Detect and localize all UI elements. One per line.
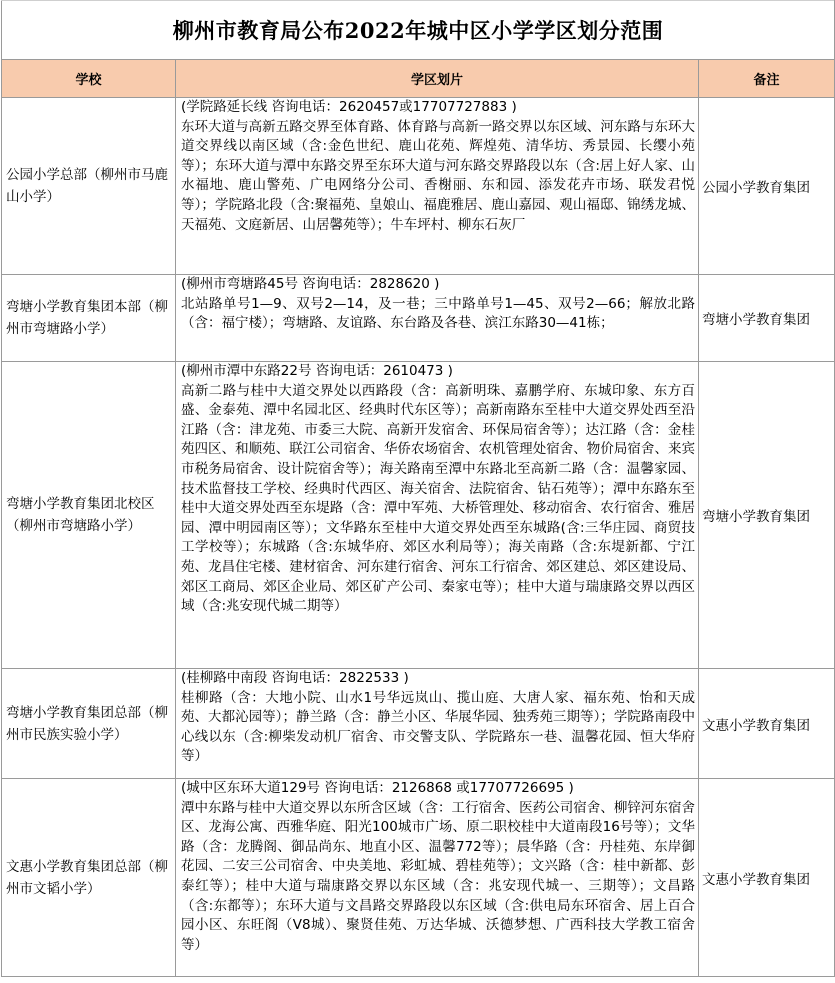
district-area [176,362,699,669]
area-contact: (桂柳路中南段 咨询电话：2822533 ) [181,670,409,686]
table-row [2,779,835,977]
header-row [2,60,835,98]
column-header-note: 备注 [699,60,835,98]
school-name: 公园小学总部（柳州市马鹿山小学） [2,98,176,275]
area-description: 东环大道与高新五路交界至体育路、体育路与高新一路交界以东区域、河东路与东环大道交界线以南区域（含:金色世纪、鹿山花苑、辉煌苑、清华坊、秀景园、长缨小苑等）；东环大道与潭中东路交界至东环大道与河东路交界路段以东（含:居上好人家、山水福地、鹿山警苑、广电网络分公司、香榭丽、东和园、添发花卉市场、联发君悦等）；学院路北段（含:聚福苑、皇娘山、福鹿雅居、鹿山嘉园、观山福邸、锦绣龙城、天福苑、文庭新居、山居馨苑等）；牛车坪村、柳东石灰厂 [181,118,695,233]
school-name: 弯塘小学教育集团总部（柳州市民族实验小学） [2,669,176,779]
note-text: 弯塘小学教育集团 [699,275,835,362]
area-contact: (学院路延长线 咨询电话：2620457或17707727883 ) [181,99,517,115]
note-text: 文惠小学教育集团 [699,669,835,779]
column-header-area: 学区划片 [176,60,699,98]
title-row [2,1,835,60]
district-area [176,669,699,779]
note-text: 文惠小学教育集团 [699,779,835,977]
district-area [176,779,699,977]
school-name: 弯塘小学教育集团本部（柳州市弯塘路小学） [2,275,176,362]
area-description: 北站路单号1—9、双号2—14，及一巷；三中路单号1—45、双号2—66；解放北路（含：福宁楼）；弯塘路、友谊路、东台路及各巷、滨江东路30—41栋； [181,295,695,332]
area-contact: (城中区东环大道129号 咨询电话：2126868 或17707726695 ) [181,780,574,796]
school-name: 弯塘小学教育集团北校区（柳州市弯塘路小学） [2,362,176,669]
area-description: 桂柳路（含：大地小院、山水1号华远岚山、揽山庭、大唐人家、福东苑、怡和天成苑、大都沁园等）；静兰路（含：静兰小区、华展华园、独秀苑三期等）；学院路南段中心线以东（含:柳柴发动机厂宿舍、市交警支队、学院路东一巷、温馨花园、恒大华府等） [181,689,695,765]
school-district-table [1,0,835,977]
district-area [176,275,699,362]
table-row [2,669,835,779]
area-contact: (柳州市潭中东路22号 咨询电话：2610473 ) [181,363,453,379]
page-title: 柳州市教育局公布2022年城中区小学学区划分范围 [2,1,835,60]
note-text: 弯塘小学教育集团 [699,362,835,669]
school-name: 文惠小学教育集团总部（柳州市文韬小学） [2,779,176,977]
table-row [2,98,835,275]
area-contact: (柳州市弯塘路45号 咨询电话：2828620 ) [181,276,440,292]
note-text: 公园小学教育集团 [699,98,835,275]
table-row [2,362,835,669]
area-description: 潭中东路与桂中大道交界以东所含区域（含：工行宿舍、医药公司宿舍、柳锌河东宿舍区、龙海公寓、西雅华庭、阳光100城市广场、原二职校桂中大道南段16号等）；文华路（含：龙腾阁、御品尚东、地直小区、温馨772等）；晨华路（含：丹桂苑、东岸御花园、二安三公司宿舍、中央美地、彩虹城、碧桂苑等）；文兴路（含：桂中新都、彭泰红等）；桂中大道与瑞康路交界以东区域（含：兆安现代城一、三期等）；文昌路（含:东都等）；东环大道与文昌路交界路段以东区域（含:供电局东环宿舍、居上百合园小区、东旺阁（V8城）、聚贤佳苑、万达华城、沃德梦想、广西科技大学教工宿舍等） [181,799,695,953]
area-description: 高新二路与桂中大道交界处以西路段（含：高新明珠、嘉鹏学府、东城印象、东方百盛、金泰苑、潭中名园北区、经典时代东区等）；高新南路东至桂中大道交界处西至沿江路（含：津龙苑、市委三大院、高新开发宿舍、环保局宿舍等）；达江路（含：金桂苑四区、和顺苑、联江公司宿舍、华侨农场宿舍、农机管理处宿舍、物价局宿舍、来宾市税务局宿舍、设计院宿舍等）；海关路南至潭中东路北至高新二路（含：温馨家园、技术监督技工学校、经典时代西区、海关宿舍、法院宿舍、钻石苑等）；潭中东路东至桂中大道交界处西至东堤路（含：潭中军苑、大桥管理处、移动宿舍、农行宿舍、雅居园、潭中明园南区等）；文华路东至桂中大道交界处西至东城路(含:三华庄园、商贸技工学校等）；东城路（含:东城华府、郊区水利局等）；海关南路（含:东堤新都、宁江苑、龙昌住宅楼、建材宿舍、河东建行宿舍、河东工行宿舍、郊区建总、郊区建设局、郊区工商局、郊区企业局、郊区矿产公司、秦家屯等）；桂中大道与瑞康路交界以西区域（含:兆安现代城二期等） [181,382,695,615]
column-header-school: 学校 [2,60,176,98]
table-row [2,275,835,362]
district-area [176,98,699,275]
